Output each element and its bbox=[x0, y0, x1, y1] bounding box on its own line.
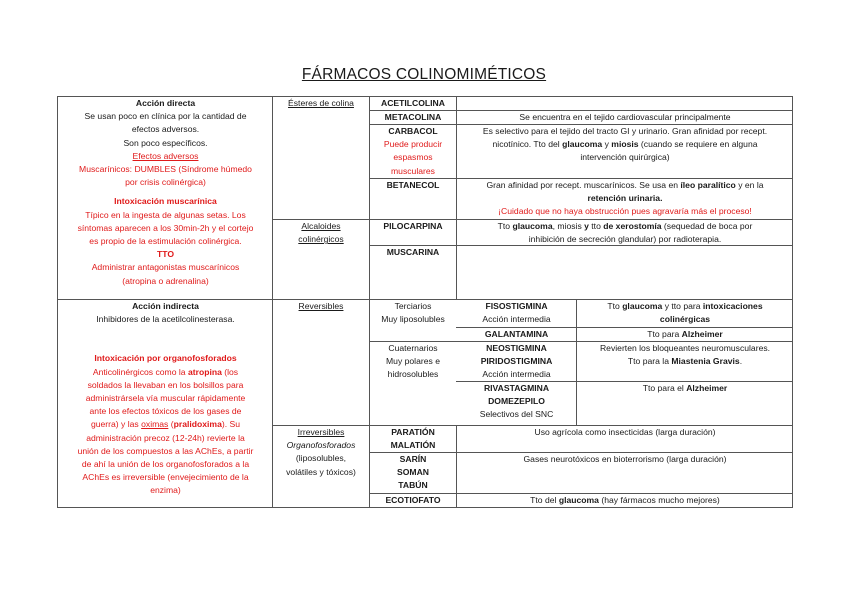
text-line: administración precoz (12-24h) revierte la bbox=[86, 432, 245, 443]
drug-muscarina: MUSCARINA bbox=[386, 247, 440, 257]
desc-line: Revierten los bloqueantes neuromusculares. bbox=[599, 343, 771, 353]
text-line: de ahí la unión de los organofosforados a la bbox=[81, 459, 250, 470]
text-line: soldados la llevaban en los bolsillos para bbox=[87, 379, 244, 390]
text-line: es propio de la estimulación colinérgica. bbox=[89, 236, 242, 247]
group-irreversibles bbox=[273, 426, 369, 479]
text-line: (atropina o adrenalina) bbox=[122, 275, 209, 286]
desc-line: Tto glaucoma y tto para intoxicaciones bbox=[607, 301, 763, 311]
text-line: Inhibidores de la acetilcolinesterasa. bbox=[96, 314, 235, 325]
group-label: Alcaloides bbox=[301, 221, 341, 231]
accion-directa-cell bbox=[60, 97, 271, 288]
galantamina-desc: Tto para Alzheimer bbox=[647, 329, 723, 339]
sub-label: Cuaternarios bbox=[388, 343, 438, 353]
drug-note: Puede producir bbox=[383, 139, 443, 150]
ecotiofato-desc: Tto del glaucoma (hay fármacos mucho mejores) bbox=[530, 495, 720, 505]
fisostigmina-desc bbox=[577, 300, 793, 326]
drug-sub: Acción intermedia bbox=[482, 314, 551, 325]
group-label: volátiles y tóxicos) bbox=[286, 466, 356, 477]
drug-sub: Selectivos del SNC bbox=[479, 409, 554, 420]
text-line: Muscarínicos: DUMBLES (Síndrome húmedo bbox=[79, 164, 252, 175]
text-line: por crisis colinérgica) bbox=[125, 177, 206, 188]
drug-table bbox=[57, 96, 793, 508]
neostigmina-desc bbox=[577, 342, 793, 368]
drug-note: espasmos bbox=[393, 152, 433, 163]
sub-label: Muy polares e bbox=[386, 356, 440, 367]
accion-indirecta-cell bbox=[60, 300, 271, 498]
text-line: administrársela vía muscular rápidamente bbox=[85, 393, 246, 404]
pilocarpina-desc bbox=[457, 220, 793, 246]
drug-name: RIVASTAGMINA bbox=[483, 383, 550, 393]
desc-line: intervención quirúrgica) bbox=[580, 152, 670, 163]
drug-name: SOMAN bbox=[397, 467, 429, 478]
text-line: AChEs es irreversible (envejecimiento de la bbox=[82, 472, 249, 483]
group-label: Organofosforados bbox=[286, 440, 356, 451]
drug-acetilcolina: ACETILCOLINA bbox=[381, 98, 445, 108]
group-label: Irreversibles bbox=[297, 427, 345, 437]
sarin-desc: Gases neurotóxicos en bioterrorismo (larga duración) bbox=[523, 454, 727, 464]
sub-label: Terciarios bbox=[394, 301, 432, 311]
desc-line: colinérgicas bbox=[659, 314, 711, 325]
drug-fisostigmina bbox=[457, 300, 576, 326]
drug-name: PARATIÓN bbox=[391, 427, 435, 437]
text-line: Administrar antagonistas muscarínicos bbox=[91, 262, 240, 273]
tto-heading: TTO bbox=[156, 249, 175, 260]
text-line: Anticolinérgicos como la atropina (los bbox=[92, 366, 239, 377]
desc-line: Es selectivo para el tejido del tracto GI y urinario. Gran afinidad por recept. bbox=[482, 126, 768, 136]
metacolina-desc: Se encuentra en el tejido cardiovascular principalmente bbox=[519, 112, 731, 122]
drug-ecotiofato: ECOTIOFATO bbox=[385, 495, 441, 505]
group-reversibles: Reversibles bbox=[298, 301, 344, 311]
intoxicacion-muscarinica-heading: Intoxicación muscarínica bbox=[114, 196, 217, 207]
drug-name: PIRIDOSTIGMINA bbox=[480, 356, 553, 367]
drug-name: CARBACOL bbox=[388, 126, 438, 136]
group-alcaloides bbox=[273, 220, 369, 246]
carbacol-desc bbox=[457, 125, 793, 165]
text-line: Son poco específicos. bbox=[123, 137, 208, 148]
desc-line: ¡Cuidado que no haya obstrucción pues agravaría más el proceso! bbox=[498, 206, 752, 217]
drug-pilocarpina: PILOCARPINA bbox=[383, 221, 443, 231]
group-esteres: Ésteres de colina bbox=[288, 98, 354, 108]
efectos-adversos-heading: Efectos adversos bbox=[132, 150, 199, 161]
text-line: efectos adversos. bbox=[131, 124, 200, 135]
drug-name: TABÚN bbox=[398, 480, 428, 491]
text-line: enzima) bbox=[150, 485, 181, 496]
group-label: colinérgicos bbox=[298, 234, 344, 245]
text-line: Típico en la ingesta de algunas setas. Los bbox=[85, 209, 246, 220]
intoxicacion-organofosforados-heading: Intoxicación por organofosforados bbox=[94, 353, 237, 364]
terciarios-cell bbox=[370, 300, 456, 326]
drug-neostigmina bbox=[457, 342, 576, 382]
desc-line: retención urinaria. bbox=[587, 193, 663, 204]
accion-directa-heading: Acción directa bbox=[135, 98, 196, 108]
text-line: síntomas aparecen a los 30min-2h y el cortejo bbox=[77, 222, 254, 233]
drug-carbacol bbox=[370, 125, 456, 178]
text-line: Se usan poco en clínica por la cantidad de bbox=[84, 111, 247, 122]
desc-line: Tto glaucoma, miosis y tto de xerostomía (sequedad de boca por bbox=[497, 221, 753, 231]
desc-line: Gran afinidad por recept. muscarínicos. Se usa en íleo paralítico y en la bbox=[486, 180, 764, 190]
desc-line: nicotínico. Tto del glaucoma y miosis (cuando se requiere en alguna bbox=[492, 139, 758, 150]
drug-sub: Acción intermedia bbox=[482, 369, 551, 380]
text-line: guerra) y las oximas (pralidoxima). Su bbox=[90, 419, 241, 430]
drug-betanecol: BETANECOL bbox=[386, 180, 440, 190]
desc-line: inhibición de secreción glandular) por radioterapia. bbox=[528, 234, 722, 245]
sub-label: hidrosolubles bbox=[387, 369, 439, 380]
drug-galantamina: GALANTAMINA bbox=[484, 329, 549, 339]
drug-parathion bbox=[370, 426, 456, 452]
drug-name: SARÍN bbox=[399, 454, 427, 464]
drug-name: NEOSTIGMINA bbox=[486, 343, 547, 353]
sub-label: Muy liposolubles bbox=[381, 314, 445, 325]
page-title: FÁRMACOS COLINOMIMÉTICOS bbox=[301, 66, 547, 83]
drug-note: musculares bbox=[391, 165, 435, 176]
accion-indirecta-heading: Acción indirecta bbox=[132, 301, 199, 311]
cuaternarios-cell bbox=[370, 342, 456, 382]
desc-line: Tto para la Miastenia Gravis. bbox=[627, 356, 743, 367]
text-line: unión de los compuestos a las AChEs, a partir bbox=[77, 445, 254, 456]
parathion-desc: Uso agrícola como insecticidas (larga duración) bbox=[534, 427, 716, 437]
drug-rivastagmina bbox=[457, 382, 576, 422]
drug-metacolina: METACOLINA bbox=[384, 112, 442, 122]
rivastagmina-desc: Tto para el Alzheimer bbox=[642, 383, 728, 393]
text-line: ante los efectos tóxicos de los gases de bbox=[89, 406, 242, 417]
betanecol-desc bbox=[457, 179, 793, 219]
drug-name: MALATIÓN bbox=[390, 440, 436, 451]
drug-name: FISOSTIGMINA bbox=[485, 301, 548, 311]
drug-sarin bbox=[370, 453, 456, 493]
group-label: (liposolubles, bbox=[295, 453, 347, 464]
drug-name: DOMEZEPILO bbox=[488, 396, 545, 407]
